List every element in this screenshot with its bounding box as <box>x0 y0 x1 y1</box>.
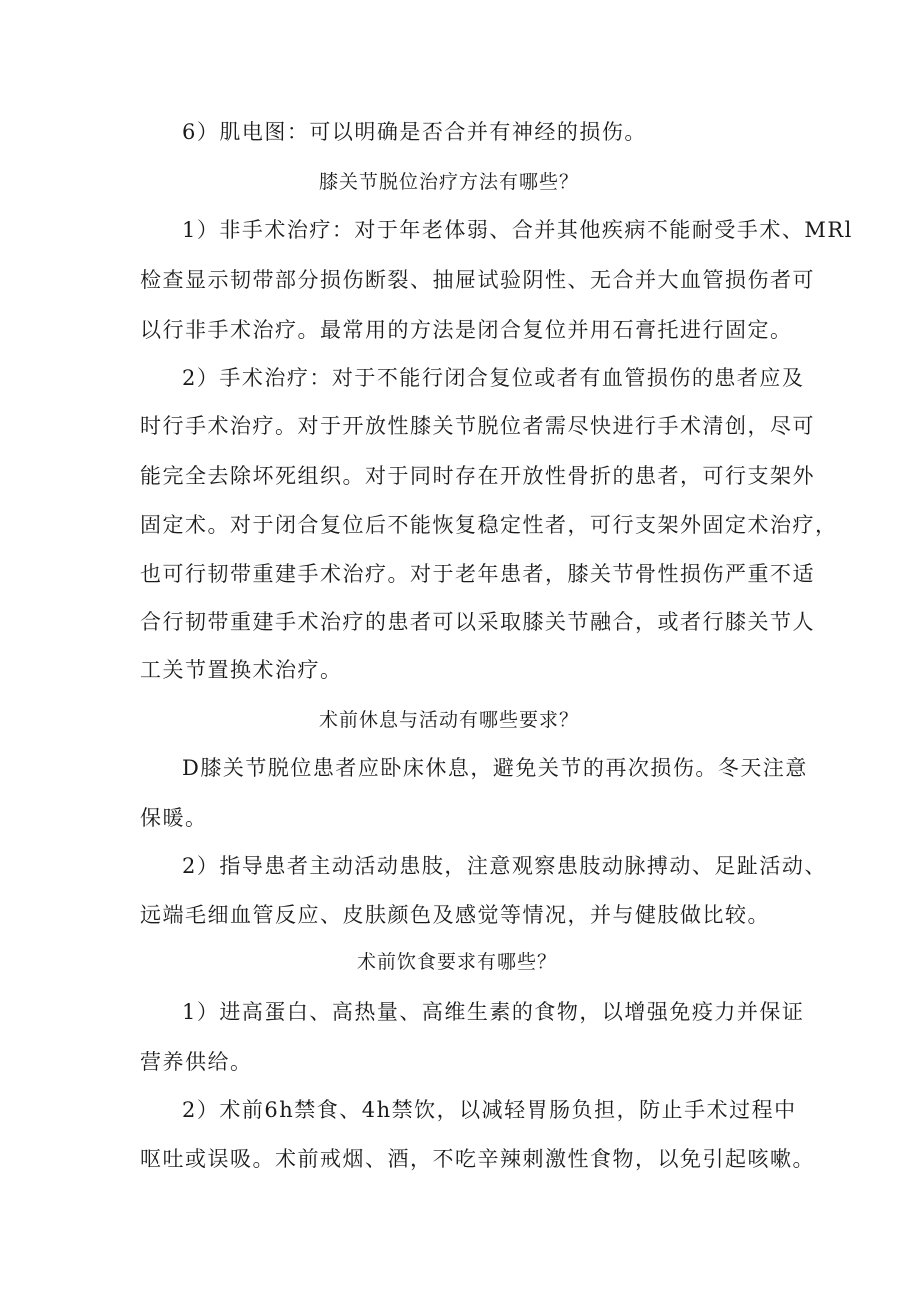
paragraph-line: 固定术。对于闭合复位后不能恢复稳定性者，可行支架外固定术治疗， <box>140 513 838 537</box>
section-heading: 膝关节脱位治疗方法有哪些？ <box>319 171 580 193</box>
paragraph-line: 也可行韧带重建手术治疗。对于老年患者，膝关节骨性损伤严重不适 <box>140 562 815 586</box>
paragraph-line: 1）非手术治疗：对于年老体弱、合并其他疾病不能耐受手术、MRl <box>182 218 853 242</box>
section-heading: 术前休息与活动有哪些要求？ <box>319 709 580 731</box>
paragraph-line: 以行非手术治疗。最常用的方法是闭合复位并用石膏托进行固定。 <box>140 318 793 342</box>
paragraph-line: 能完全去除坏死组织。对于同时存在开放性骨折的患者，可行支架外 <box>140 464 815 488</box>
paragraph-line: 1）进高蛋白、高热量、高维生素的食物，以增强免疫力并保证 <box>182 1000 805 1024</box>
paragraph-line: D膝关节脱位患者应卧床休息，避免关节的再次损伤。冬天注意 <box>182 756 808 780</box>
paragraph-line: 呕吐或误吸。术前戒烟、酒，不吃辛辣刺激性食物，以免引起咳嗽。 <box>140 1147 815 1171</box>
paragraph-line: 6）肌电图：可以明确是否合并有神经的损伤。 <box>182 120 647 144</box>
paragraph-line: 保暖。 <box>140 806 208 830</box>
paragraph-line: 检查显示韧带部分损伤断裂、抽屉试验阴性、无合并大血管损伤者可 <box>140 268 815 292</box>
paragraph-line: 工关节置换术治疗。 <box>140 658 343 682</box>
paragraph-line: 合行韧带重建手术治疗的患者可以采取膝关节融合，或者行膝关节人 <box>140 610 815 634</box>
paragraph-line: 2）手术治疗：对于不能行闭合复位或者有血管损伤的患者应及 <box>182 366 805 390</box>
paragraph-line: 远端毛细血管反应、皮肤颜色及感觉等情况，并与健肢做比较。 <box>140 903 770 927</box>
paragraph-line: 2）指导患者主动活动患肢，注意观察患肢动脉搏动、足趾活动、 <box>182 854 827 878</box>
paragraph-line: 时行手术治疗。对于开放性膝关节脱位者需尽快进行手术清创，尽可 <box>140 414 815 438</box>
paragraph-line: 营养供给。 <box>140 1050 253 1074</box>
paragraph-line: 2）术前6h禁食、4h禁饮，以减轻胃肠负担，防止手术过程中 <box>182 1098 797 1122</box>
section-heading: 术前饮食要求有哪些？ <box>357 951 558 973</box>
